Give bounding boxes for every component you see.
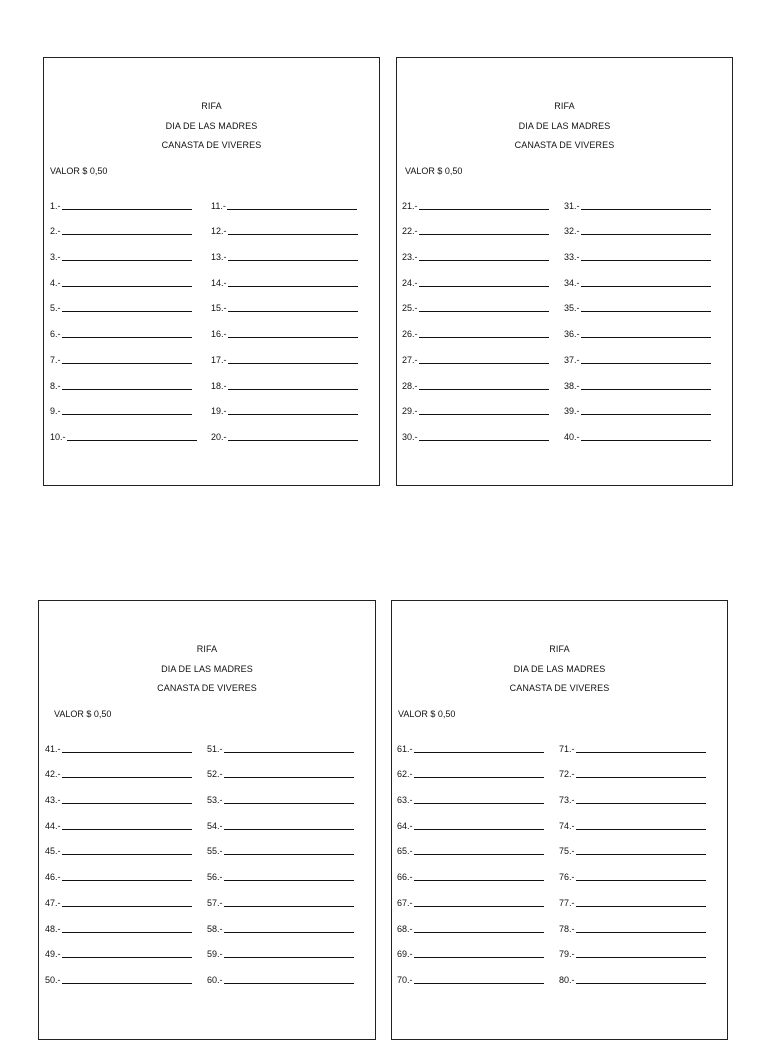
entry-number: 48.-: [45, 923, 61, 934]
entry-column-left: [397, 729, 544, 986]
write-in-line[interactable]: [62, 233, 192, 235]
write-in-line[interactable]: [576, 982, 706, 984]
raffle-entry: [397, 832, 544, 858]
entry-number: 14.-: [211, 277, 227, 288]
write-in-line[interactable]: [414, 853, 544, 855]
raffle-entry: [402, 212, 549, 238]
write-in-line[interactable]: [62, 853, 192, 855]
entry-number: 21.-: [402, 200, 418, 211]
write-in-line[interactable]: [576, 956, 706, 958]
entry-number: 45.-: [45, 846, 61, 857]
raffle-entry: [402, 186, 549, 212]
raffle-entry: [564, 392, 711, 418]
entry-number: 65.-: [397, 846, 413, 857]
card-title: RIFA: [554, 101, 575, 111]
raffle-entry: [564, 263, 711, 289]
write-in-line[interactable]: [62, 931, 192, 933]
write-in-line[interactable]: [228, 233, 358, 235]
write-in-line[interactable]: [414, 956, 544, 958]
entry-number: 26.-: [402, 329, 418, 340]
write-in-line[interactable]: [228, 362, 358, 364]
card-subtitle: DIA DE LAS MADRES: [165, 121, 258, 131]
card-title: RIFA: [196, 644, 218, 654]
write-in-line[interactable]: [414, 751, 544, 753]
entry-number: 64.-: [397, 820, 413, 831]
write-in-line[interactable]: [419, 233, 549, 235]
write-in-line[interactable]: [419, 413, 549, 415]
card-title: RIFA: [201, 101, 222, 111]
write-in-line[interactable]: [62, 751, 192, 753]
raffle-entry: [45, 883, 192, 909]
entry-number: 55.-: [207, 846, 223, 857]
entry-column-left: [50, 186, 197, 443]
raffle-entry: [45, 909, 192, 935]
entry-number: 51.-: [207, 743, 223, 754]
entry-number: 10.-: [50, 431, 66, 442]
raffle-entry: [211, 263, 358, 289]
raffle-entry: [564, 417, 711, 443]
entry-number: 40.-: [564, 431, 580, 442]
entry-number: 70.-: [397, 974, 413, 985]
write-in-line[interactable]: [228, 413, 358, 415]
write-in-line[interactable]: [414, 776, 544, 778]
raffle-entry: [207, 935, 354, 961]
write-in-line[interactable]: [576, 879, 706, 881]
card-prize: CANASTA DE VIVERES: [514, 140, 615, 150]
write-in-line[interactable]: [224, 956, 354, 958]
raffle-entry: [45, 780, 192, 806]
raffle-entry: [397, 909, 544, 935]
raffle-entry: [207, 806, 354, 832]
write-in-line[interactable]: [419, 285, 549, 287]
write-in-line[interactable]: [228, 439, 358, 441]
entry-number: 35.-: [564, 303, 580, 314]
write-in-line[interactable]: [62, 336, 192, 338]
entry-number: 72.-: [559, 769, 575, 780]
write-in-line[interactable]: [62, 828, 192, 830]
raffle-entry: [207, 883, 354, 909]
write-in-line[interactable]: [581, 362, 711, 364]
entry-number: 33.-: [564, 252, 580, 263]
raffle-entry: [50, 417, 197, 443]
entry-number: 19.-: [211, 406, 227, 417]
entry-number: 20.-: [211, 431, 227, 442]
entry-number: 67.-: [397, 897, 413, 908]
raffle-entry: [397, 960, 544, 986]
write-in-line[interactable]: [581, 439, 711, 441]
raffle-entry: [402, 289, 549, 315]
entry-number: 37.-: [564, 354, 580, 365]
raffle-entry: [559, 960, 706, 986]
raffle-entry: [50, 340, 197, 366]
raffle-entry: [559, 935, 706, 961]
write-in-line[interactable]: [576, 776, 706, 778]
entry-column-right: [207, 729, 354, 986]
raffle-entry: [564, 212, 711, 238]
write-in-line[interactable]: [224, 802, 354, 804]
entry-number: 8.-: [50, 380, 61, 391]
entry-number: 15.-: [211, 303, 227, 314]
card-prize: CANASTA DE VIVERES: [509, 683, 610, 693]
write-in-line[interactable]: [228, 336, 358, 338]
raffle-entry: [45, 755, 192, 781]
write-in-line[interactable]: [228, 310, 358, 312]
raffle-entry: [559, 780, 706, 806]
raffle-entry: [564, 289, 711, 315]
write-in-line[interactable]: [62, 259, 192, 261]
entry-number: 61.-: [397, 743, 413, 754]
entry-number: 11.-: [211, 200, 226, 211]
write-in-line[interactable]: [419, 439, 549, 441]
entry-number: 47.-: [45, 897, 61, 908]
write-in-line[interactable]: [62, 388, 192, 390]
raffle-entry: [559, 909, 706, 935]
entry-number: 69.-: [397, 949, 413, 960]
write-in-line[interactable]: [414, 931, 544, 933]
write-in-line[interactable]: [62, 776, 192, 778]
entry-number: 80.-: [559, 974, 575, 985]
entry-number: 66.-: [397, 872, 413, 883]
write-in-line[interactable]: [581, 285, 711, 287]
write-in-line[interactable]: [62, 362, 192, 364]
entry-number: 2.-: [50, 226, 61, 237]
entry-column-right: [559, 729, 706, 986]
entry-number: 52.-: [207, 769, 223, 780]
card-subtitle: DIA DE LAS MADRES: [513, 664, 606, 674]
raffle-entry: [559, 883, 706, 909]
entry-number: 22.-: [402, 226, 418, 237]
raffle-entry: [207, 857, 354, 883]
write-in-line[interactable]: [62, 802, 192, 804]
entry-number: 24.-: [402, 277, 418, 288]
card-prize: CANASTA DE VIVERES: [157, 683, 257, 693]
raffle-entry: [207, 960, 354, 986]
raffle-entry: [402, 366, 549, 392]
entry-number: 74.-: [559, 820, 575, 831]
raffle-card: [391, 600, 728, 1040]
raffle-entry: [402, 237, 549, 263]
write-in-line[interactable]: [62, 982, 192, 984]
raffle-entry: [402, 417, 549, 443]
entry-number: 34.-: [564, 277, 580, 288]
write-in-line[interactable]: [419, 336, 549, 338]
entry-number: 41.-: [45, 743, 61, 754]
write-in-line[interactable]: [224, 982, 354, 984]
entry-number: 53.-: [207, 795, 223, 806]
entry-number: 6.-: [50, 329, 61, 340]
write-in-line[interactable]: [67, 439, 197, 441]
raffle-entry: [559, 755, 706, 781]
write-in-line[interactable]: [414, 982, 544, 984]
write-in-line[interactable]: [228, 259, 358, 261]
raffle-card: [43, 57, 380, 486]
raffle-entry: [397, 935, 544, 961]
write-in-line[interactable]: [62, 956, 192, 958]
entry-number: 59.-: [207, 949, 223, 960]
write-in-line[interactable]: [581, 208, 711, 210]
raffle-entry: [211, 340, 358, 366]
entry-number: 77.-: [559, 897, 575, 908]
raffle-card: [38, 600, 376, 1040]
raffle-entry: [559, 806, 706, 832]
card-subtitle: DIA DE LAS MADRES: [518, 121, 611, 131]
card-price: VALOR $ 0,50: [54, 709, 112, 719]
entry-number: 56.-: [207, 872, 223, 883]
raffle-entry: [50, 263, 197, 289]
entry-number: 36.-: [564, 329, 580, 340]
entry-number: 16.-: [211, 329, 227, 340]
raffle-entry: [45, 935, 192, 961]
write-in-line[interactable]: [581, 336, 711, 338]
raffle-entry: [397, 755, 544, 781]
entry-number: 38.-: [564, 380, 580, 391]
raffle-entry: [211, 366, 358, 392]
write-in-line[interactable]: [224, 853, 354, 855]
write-in-line[interactable]: [414, 828, 544, 830]
write-in-line[interactable]: [227, 208, 357, 210]
entry-number: 73.-: [559, 795, 575, 806]
write-in-line[interactable]: [581, 259, 711, 261]
entry-number: 30.-: [402, 431, 418, 442]
write-in-line[interactable]: [576, 828, 706, 830]
raffle-entry: [50, 289, 197, 315]
raffle-entry: [50, 366, 197, 392]
raffle-card: [396, 57, 733, 486]
write-in-line[interactable]: [576, 931, 706, 933]
entry-column-right: [211, 186, 358, 443]
card-price: VALOR $ 0,50: [50, 166, 108, 176]
write-in-line[interactable]: [576, 802, 706, 804]
entry-number: 1.-: [50, 200, 61, 211]
entry-number: 3.-: [50, 252, 61, 263]
write-in-line[interactable]: [419, 259, 549, 261]
write-in-line[interactable]: [62, 310, 192, 312]
raffle-entry: [45, 960, 192, 986]
raffle-entry: [45, 806, 192, 832]
write-in-line[interactable]: [581, 388, 711, 390]
write-in-line[interactable]: [228, 285, 358, 287]
entry-column-left: [45, 729, 192, 986]
write-in-line[interactable]: [224, 931, 354, 933]
entry-number: 63.-: [397, 795, 413, 806]
entry-number: 60.-: [207, 974, 223, 985]
write-in-line[interactable]: [581, 413, 711, 415]
entry-column-right: [564, 186, 711, 443]
write-in-line[interactable]: [224, 751, 354, 753]
raffle-entry: [211, 237, 358, 263]
entry-number: 58.-: [207, 923, 223, 934]
write-in-line[interactable]: [414, 905, 544, 907]
write-in-line[interactable]: [224, 879, 354, 881]
entry-number: 43.-: [45, 795, 61, 806]
raffle-entry: [45, 832, 192, 858]
entry-number: 12.-: [211, 226, 227, 237]
raffle-entry: [402, 340, 549, 366]
entry-number: 27.-: [402, 354, 418, 365]
entry-number: 57.-: [207, 897, 223, 908]
raffle-entry: [45, 857, 192, 883]
raffle-entry: [397, 729, 544, 755]
card-title: RIFA: [549, 644, 570, 654]
write-in-line[interactable]: [224, 905, 354, 907]
entry-number: 75.-: [559, 846, 575, 857]
entry-number: 49.-: [45, 949, 61, 960]
entry-number: 42.-: [45, 769, 61, 780]
entry-number: 32.-: [564, 226, 580, 237]
entry-number: 25.-: [402, 303, 418, 314]
write-in-line[interactable]: [581, 233, 711, 235]
entry-number: 62.-: [397, 769, 413, 780]
entry-number: 71.-: [559, 743, 575, 754]
write-in-line[interactable]: [419, 208, 549, 210]
raffle-entry: [211, 289, 358, 315]
entry-number: 79.-: [559, 949, 575, 960]
raffle-entry: [207, 729, 354, 755]
raffle-entry: [45, 729, 192, 755]
raffle-entry: [564, 366, 711, 392]
raffle-entry: [50, 237, 197, 263]
raffle-entry: [564, 186, 711, 212]
raffle-entry: [50, 392, 197, 418]
raffle-entry: [207, 832, 354, 858]
write-in-line[interactable]: [581, 310, 711, 312]
entry-number: 13.-: [211, 252, 227, 263]
raffle-entry: [207, 755, 354, 781]
entry-number: 44.-: [45, 820, 61, 831]
write-in-line[interactable]: [224, 828, 354, 830]
raffle-entry: [211, 392, 358, 418]
raffle-entry: [50, 186, 197, 212]
write-in-line[interactable]: [576, 751, 706, 753]
raffle-entry: [559, 857, 706, 883]
write-in-line[interactable]: [576, 905, 706, 907]
raffle-entry: [211, 314, 358, 340]
entry-column-left: [402, 186, 549, 443]
raffle-entry: [564, 314, 711, 340]
write-in-line[interactable]: [414, 879, 544, 881]
raffle-entry: [402, 392, 549, 418]
raffle-entry: [402, 314, 549, 340]
entry-number: 76.-: [559, 872, 575, 883]
entry-number: 46.-: [45, 872, 61, 883]
write-in-line[interactable]: [62, 208, 192, 210]
raffle-entry: [207, 909, 354, 935]
entry-number: 23.-: [402, 252, 418, 263]
card-price: VALOR $ 0,50: [398, 709, 456, 719]
entry-number: 68.-: [397, 923, 413, 934]
write-in-line[interactable]: [419, 388, 549, 390]
entry-number: 78.-: [559, 923, 575, 934]
entry-number: 29.-: [402, 406, 418, 417]
entry-number: 5.-: [50, 303, 61, 314]
entry-number: 9.-: [50, 406, 61, 417]
entry-number: 39.-: [564, 406, 580, 417]
write-in-line[interactable]: [419, 310, 549, 312]
raffle-entry: [397, 883, 544, 909]
raffle-entry: [397, 780, 544, 806]
raffle-entry: [564, 237, 711, 263]
raffle-entry: [397, 806, 544, 832]
entry-number: 18.-: [211, 380, 227, 391]
card-subtitle: DIA DE LAS MADRES: [161, 664, 253, 674]
raffle-entry: [50, 314, 197, 340]
raffle-entry: [559, 832, 706, 858]
write-in-line[interactable]: [62, 413, 192, 415]
write-in-line[interactable]: [62, 905, 192, 907]
entry-number: 7.-: [50, 354, 61, 365]
entry-number: 4.-: [50, 277, 61, 288]
raffle-entry: [211, 212, 358, 238]
raffle-entry: [397, 857, 544, 883]
raffle-entry: [564, 340, 711, 366]
write-in-line[interactable]: [228, 388, 358, 390]
raffle-entry: [211, 417, 358, 443]
card-price: VALOR $ 0,50: [405, 166, 463, 176]
raffle-entry: [207, 780, 354, 806]
entry-number: 54.-: [207, 820, 223, 831]
write-in-line[interactable]: [62, 285, 192, 287]
entry-number: 31.-: [564, 200, 580, 211]
entry-number: 50.-: [45, 974, 61, 985]
write-in-line[interactable]: [62, 879, 192, 881]
entry-number: 28.-: [402, 380, 418, 391]
raffle-entry: [211, 186, 358, 212]
write-in-line[interactable]: [576, 853, 706, 855]
card-prize: CANASTA DE VIVERES: [161, 140, 262, 150]
write-in-line[interactable]: [224, 776, 354, 778]
raffle-entry: [50, 212, 197, 238]
raffle-entry: [402, 263, 549, 289]
write-in-line[interactable]: [414, 802, 544, 804]
entry-number: 17.-: [211, 354, 227, 365]
raffle-entry: [559, 729, 706, 755]
write-in-line[interactable]: [419, 362, 549, 364]
